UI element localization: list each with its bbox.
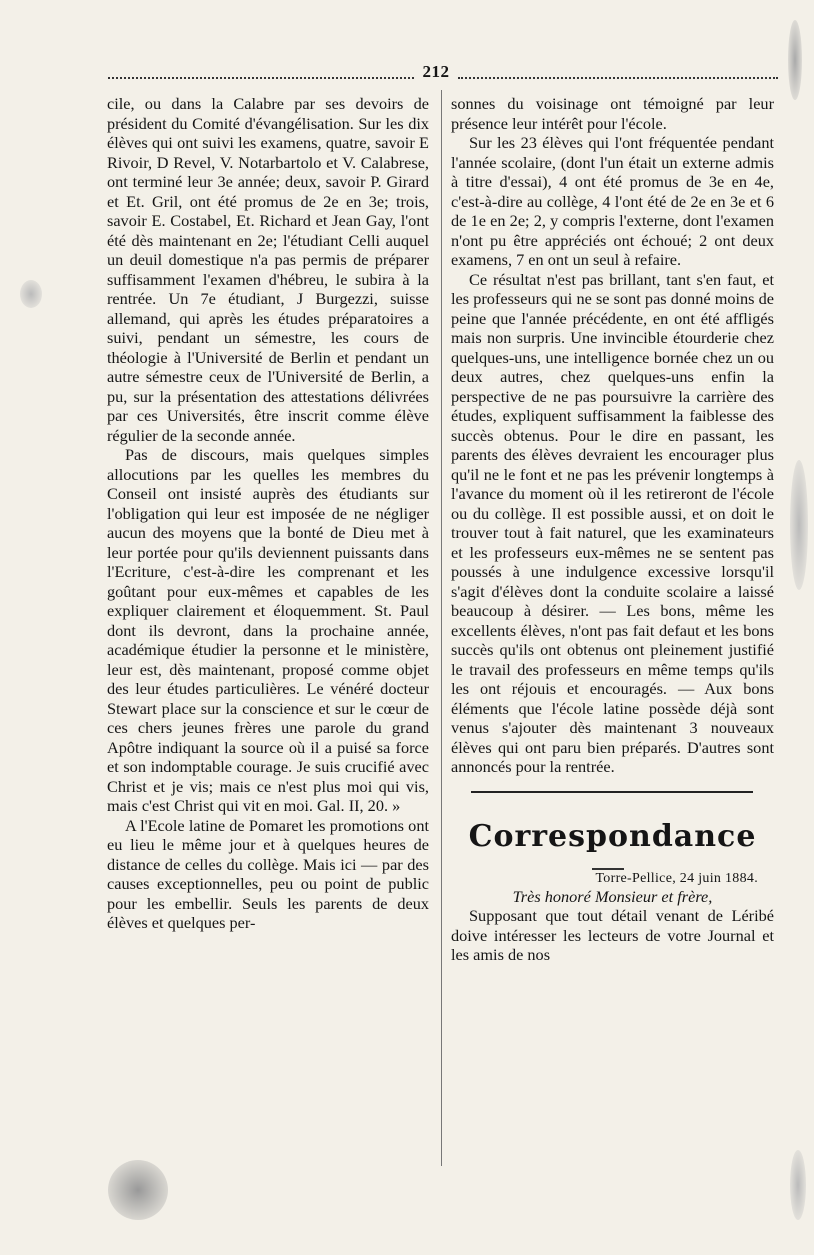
paragraph: Pas de discours, mais quelques simples allocutions par les quelles les membres du Conseil ont insisté auprès des étudiants sur l'obligation qui leur est imposée de ne négliger aucun des moyens que la bonté de Dieu met à leur portée pour qu'ils deviennent puissants dans l'Ecriture, c'est-à-dire les comprenant et les goûtant pour eux-mêmes et capables de les expliquer clairement et éloquemment. St. Paul dont ils devront, dans la prochaine année, académique étudier la personne et le ministère, leur est, dès maintenant, proposé comme objet des leur études particulières. Le vénéré docteur Stewart place sur la conscience et sur le cœur de ces chers jeunes frères une parole du grand Apôtre indiquant la source où il a puisé sa force et son indomptable courage. Je suis crucifié avec Christ et je vis; mais ce n'est plus moi qui vis, mais c'est Christ qui vit en moi. Gal. II, 20. » [107,445,429,815]
ink-smudge [20,280,42,308]
ink-smudge [790,1150,806,1220]
ink-smudge [788,20,802,100]
header-rule-right [458,77,778,79]
paragraph: Sur les 23 élèves qui l'ont fréquentée pendant l'année scolaire, (dont l'un était un externe admis à titre d'essai), 4 ont été promus de 3e en 4e, c'est-à-dire au collège, 4 l'ont été de 2e en 3e et 6 de 1e en 2e; 2, y compris l'externe, dont l'examen n'ont pu être appréciés ont échoué; 2 ont deux examens, 7 en ont un seul à refaire. [451,133,774,269]
paragraph: Ce résultat n'est pas brillant, tant s'en faut, et les professeurs qui ne se sont pas donné moins de peine que l'année précédente, en ont été affligés mais non surpris. Une invincible étourderie chez quelques-uns, une intelligence bornée chez un ou deux autres, chez quelques-uns enfin la perspective de ne pas poursuivre la carrière des études, expliquent suffisamment la faiblesse des succès obtenus. Pour le dire en passant, les parents des élèves devraient les encourager plus qu'il ne le font et ne pas les prévenir longtemps à l'avance du moment où il les retireront de l'école ou du collège. Il est possible aussi, et on doit le trouver tout à fait naturel, que les examinateurs et les professeurs eux-mêmes ne se sentent pas poussés à une indulgence excessive lorsqu'il s'agit d'élèves dont la conduite scolaire a laissé beaucoup à désirer. — Les bons, même les excellents élèves, n'ont pas fait defaut et les bons succès qu'ils ont obtenus ont pleinement justifié le travail des professeurs en même temps qu'ils les ont réjouis et encouragés. — Aux bons éléments que l'école latine possède déjà sont venus s'ajouter dès maintenant 3 nouveaux élèves qui ont paru bien préparés. D'autres sont annoncés pour la rentrée. [451,269,774,776]
header-rule-left [108,77,414,79]
paragraph: cile, ou dans la Calabre par ses devoirs de président du Comité d'évangélisation. Sur les dix élèves qui ont suivi les examens, quatre, savoir E Rivoir, D Revel, V. Notarbartolo et V. Calabrese, ont terminé leur 3e année; deux, savoir P. Girard et Et. Gril, ont été promus de 2e en 3e; trois, savoir E. Costabel, Et. Richard et Jean Gay, l'ont été dès maintenant en 2e; l'étudiant Celli auquel un deuil domestique n'a pas permis de préparer suffisamment l'examen d'hébreu, le subira à la rentrée. Un 7e étudiant, J Burgezzi, suisse allemand, qui après les études préparatoires a suivi, pendant un sémestre, les cours de théologie à l'Université de Berlin et pendant un autre sémestre ceux de l'Université de Berlin, a pu, sur la présentation des attestations délivrées par ces Universités, être inscrit comme élève régulier de la seconde année. [107,94,429,445]
letter-date: Torre-Pellice, 24 juin 1884. [595,870,758,886]
paragraph: Supposant que tout détail venant de Léribé doive intéresser les lecteurs de votre Journal et les amis de nos [451,906,774,964]
page-number: 212 [422,62,450,81]
paragraph: sonnes du voisinage ont témoigné par leur présence leur intérêt pour l'école. [451,94,774,133]
dash-rule [592,868,624,870]
section-title: Correspondance [468,818,757,854]
right-column [451,94,774,965]
ink-smudge [108,1160,168,1220]
letter-salutation: Très honoré Monsieur et frère, [512,886,713,906]
section-separator [471,791,753,793]
ink-smudge [790,460,808,590]
left-column [107,94,429,933]
paragraph: A l'Ecole latine de Pomaret les promotions ont eu lieu le même jour et à quelques heures de distance de celles du collège. Mais ici — par des causes exceptionnelles, peu ou point de public pour les embellir. Seuls les parents de deux élèves et quelques per- [107,815,429,932]
letter-meta [451,865,774,887]
column-divider [441,90,442,1166]
